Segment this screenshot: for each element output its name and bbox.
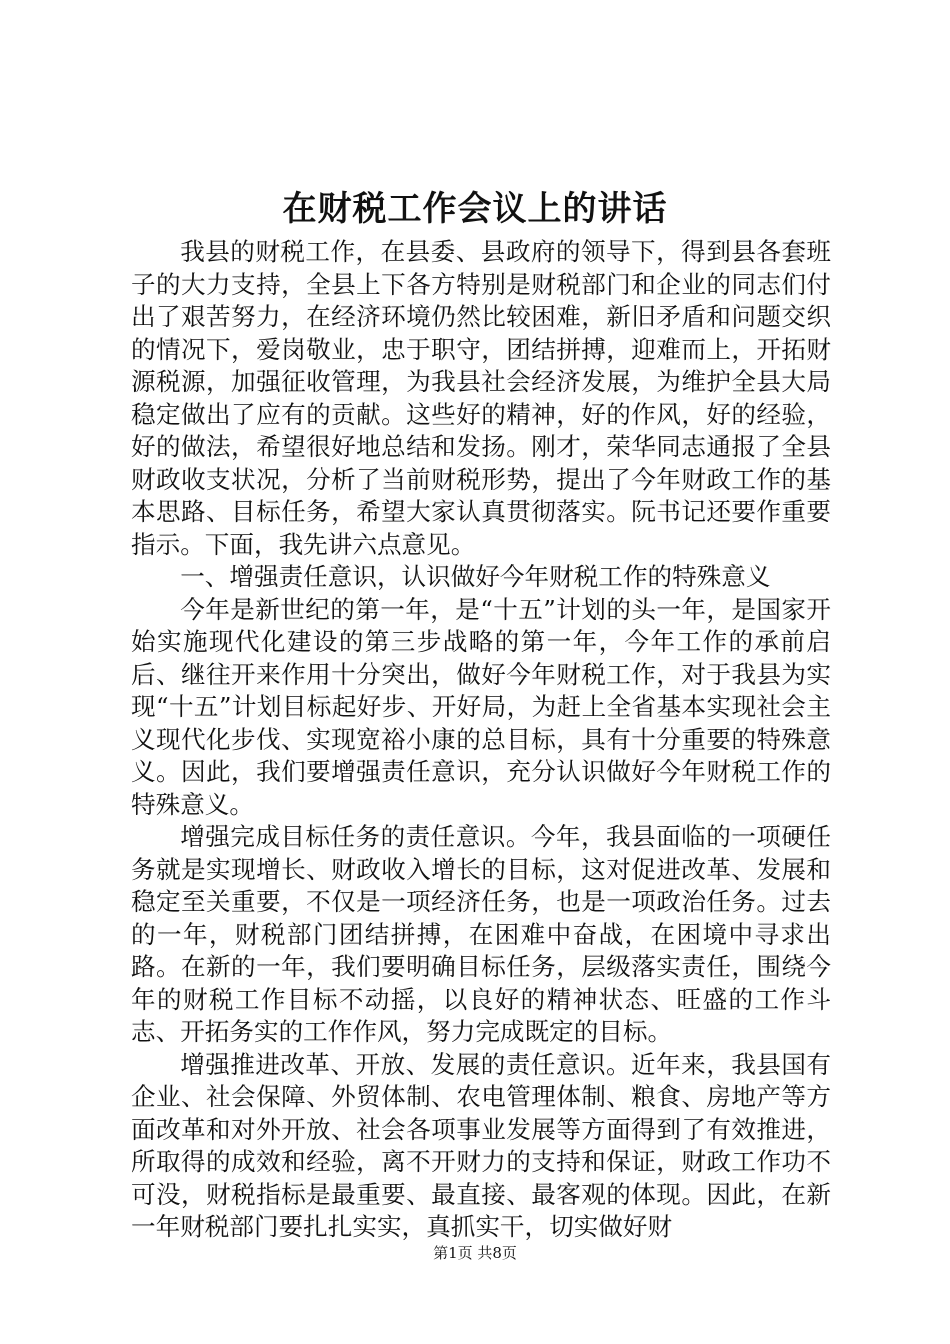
page-footer: 第1页 共8页 — [433, 1244, 517, 1262]
paragraph-target-responsibility: 增强完成目标任务的责任意识。今年，我县面临的一项硬任务就是实现增长、财政收入增长的目标，这对促进改革、发展和稳定至关重要，不仅是一项经济任务，也是一项政治任务。过去的一年，财税部门团结拼搏，在困难中奋战，在困境中寻求出路。在新的一年，我们要明确目标任务，层级落实责任，围绕今年的财税工作目标不动摇，以良好的精神状态、旺盛的工作斗志、开拓务实的工作作风，努力完成既定的目标。 — [131, 822, 831, 1046]
paragraph-reform-responsibility: 增强推进改革、开放、发展的责任意识。近年来，我县国有企业、社会保障、外贸体制、农电管理体制、粮食、房地产等方面改革和对外开放、社会各项事业发展等方面得到了有效推进，所取得的成效和经验，离不开财力的支持和保证，财政工作功不可没，财税指标是最重要、最直接、最客观的体现。因此，在新一年财税部门要扎扎实实，真抓实干，切实做好财 — [131, 1049, 831, 1241]
document-body — [131, 236, 831, 1244]
paragraph-significance: 今年是新世纪的第一年，是“十五”计划的头一年，是国家开始实施现代化建设的第三步战略的第一年，今年工作的承前启后、继往开来作用十分突出，做好今年财税工作，对于我县为实现“十五”计划目标起好步、开好局，为赶上全省基本实现社会主义现代化步伐、实现宽裕小康的总目标，具有十分重要的特殊意义。因此，我们要增强责任意识，充分认识做好今年财税工作的特殊意义。 — [131, 594, 831, 819]
section-heading-1: 一、增强责任意识，认识做好今年财税工作的特殊意义 — [180, 562, 771, 591]
paragraph-intro: 我县的财税工作，在县委、县政府的领导下，得到县各套班子的大力支持，全县上下各方特别是财税部门和企业的同志们付出了艰苦努力，在经济环境仍然比较困难，新旧矛盾和问题交织的情况下，爱岗敬业，忠于职守，团结拼搏，迎难而上，开拓财源税源，加强征收管理，为我县社会经济发展，为维护全县大局稳定做出了应有的贡献。这些好的精神，好的作风，好的经验，好的做法，希望很好地总结和发扬。刚才，荣华同志通报了全县财政收支状况，分析了当前财税形势，提出了今年财政工作的基本思路、目标任务，希望大家认真贯彻落实。阮书记还要作重要指示。下面，我先讲六点意见。 — [131, 237, 831, 559]
document-title: 在财税工作会议上的讲话 — [282, 189, 668, 229]
